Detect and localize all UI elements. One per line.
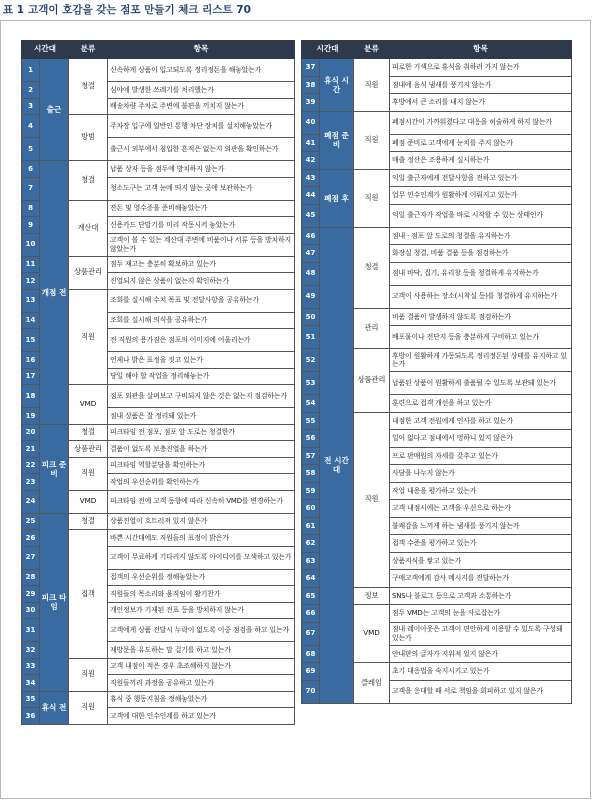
checklist-item: 훈련으로 접객 개선을 하고 있는가 [390,395,572,413]
header-item: 항목 [108,41,295,59]
checklist-item: 바쁜 시간대에도 직원들의 표정이 밝은가 [108,530,295,547]
checklist-item: 결품이 없도록 보충진열을 하는가 [108,441,295,458]
category-label: 정보 [354,587,390,605]
category-label: 직원 [69,289,108,385]
row-number: 60 [302,500,320,518]
checklist-item: 후방에서 큰 소리를 내지 않는가 [390,94,572,112]
row-number: 24 [22,490,40,513]
category-label: 청결 [69,161,108,201]
table-row [22,513,295,530]
table-row [22,691,295,708]
checklist-item: 비품 결품이 발생하지 않도록 점검하는가 [390,308,572,326]
row-number: 14 [22,312,40,329]
category-label: 상품관리 [69,441,108,458]
row-number: 70 [302,680,320,703]
row-number: 25 [22,513,40,530]
checklist-item: 불쾌감을 느끼게 하는 냄새를 풍기지 않는가 [390,517,572,535]
row-number: 1 [22,59,40,82]
row-number: 56 [302,430,320,448]
row-number: 35 [22,691,40,708]
row-number: 46 [302,227,320,245]
checklist-item: 사담을 나누지 않는가 [390,465,572,483]
checklist-item: 점포 외관을 살펴보고 구비되지 않은 것은 없는지 점검하는가 [108,385,295,408]
category-label: VMD [69,490,108,513]
checklist-item: 고객이 볼 수 있는 계산대 주변에 비품이나 서류 등을 방치하지 않았는가 [108,233,295,256]
header-time: 시간대 [22,41,69,59]
category-label: 직원 [354,59,390,112]
header-time: 시간대 [302,41,354,59]
checklist-item: 상품진열이 흐트러져 있지 않은가 [108,513,295,530]
row-number: 19 [22,408,40,425]
checklist-item: SNS나 블로그 등으로 고객과 소통하는가 [390,587,572,605]
row-number: 3 [22,98,40,115]
row-number: 6 [22,161,40,178]
checklist-item: 청소도구는 고객 눈에 띄지 않는 곳에 보관하는가 [108,177,295,200]
category-label: 계산대 [69,200,108,256]
row-number: 10 [22,233,40,256]
row-number: 13 [22,289,40,312]
checklist-item: 내점한 고객 전원에게 인사를 하고 있는가 [390,412,572,430]
checklist-item: 점내에 음식 냄새를 풍기지 않는가 [390,76,572,94]
checklist-item: 점내 레이아웃은 고객이 편안하게 이용할 수 있도록 구성돼 있는가 [390,622,572,645]
checklist-item: 안내판의 글자가 지워져 있지 않은가 [390,645,572,663]
row-number: 68 [302,645,320,663]
checklist-item: 작업의 우선순위를 확인하는가 [108,474,295,491]
row-number: 54 [302,395,320,413]
row-number: 66 [302,605,320,623]
row-number: 26 [22,530,40,547]
table-caption-label: 표 1 [3,4,25,16]
table-row [22,161,295,178]
table-row [302,227,572,245]
checklist-item: 후방이 원활하게 가동되도록 정리정돈된 상태를 유지하고 있는가 [390,349,572,372]
row-number: 64 [302,570,320,588]
checklist-item: 상품지식을 쌓고 있는가 [390,552,572,570]
row-number: 28 [22,569,40,586]
row-number: 50 [302,308,320,326]
row-number: 57 [302,447,320,465]
checklist-item: 화장실 청결, 비품 결품 등을 점검하는가 [390,245,572,263]
row-number: 27 [22,546,40,569]
row-number: 44 [302,187,320,205]
row-number: 42 [302,152,320,170]
checklist-item: 당일 해야 할 작업을 정리해놓는가 [108,368,295,385]
category-label: 청결 [69,513,108,530]
category-label: 청결 [69,59,108,115]
checklist-item: 배포물이나 전단지 등을 충분하게 구비하고 있는가 [390,326,572,349]
header-category: 분류 [69,41,108,59]
checklist-item: 신용카드 단말기를 미리 작동시켜 놓았는가 [108,217,295,234]
row-number: 67 [302,622,320,645]
category-label: 직원 [69,658,108,691]
row-number: 58 [302,465,320,483]
row-number: 18 [22,385,40,408]
row-number: 8 [22,200,40,217]
table-row [22,424,295,441]
checklist-item: 일이 없다고 점내에서 멍하니 있지 않은가 [390,430,572,448]
row-number: 17 [22,368,40,385]
row-number: 49 [302,285,320,308]
table-row [302,111,572,134]
checklist-item: 익일 출근자에게 전달사항을 전하고 있는가 [390,169,572,187]
checklist-item: 프로 판매원의 자세를 갖추고 있는가 [390,447,572,465]
category-label: 방범 [69,115,108,161]
checklist-item: 고객 내점이 적은 경우 초조해하지 않는가 [108,658,295,675]
table-row [22,59,295,82]
checklist-item: 피크타임 역할분담을 확인하는가 [108,457,295,474]
row-number: 41 [302,134,320,152]
checklist-item: 직원들의 목소리와 움직임이 활기찬가 [108,586,295,603]
row-number: 48 [302,262,320,285]
checklist-item: 폐점시간이 가까워졌다고 대응을 허술하게 하지 않는가 [390,111,572,134]
header-category: 분류 [354,41,390,59]
header-item: 항목 [390,41,572,59]
row-number: 21 [22,441,40,458]
checklist-item: 조회를 실시해 수치 목표 및 전달사항을 공유하는가 [108,289,295,312]
category-label: 직원 [354,169,390,227]
row-number: 65 [302,587,320,605]
checklist-item: 접객 수준을 평가하고 있는가 [390,535,572,553]
checklist-item: 배송차량 주차로 주변에 불편을 끼치지 않는가 [108,98,295,115]
section-label: 피크 타임 [40,513,69,691]
row-number: 63 [302,552,320,570]
row-number: 34 [22,675,40,692]
checklist-item: 점두 재고는 충분히 확보하고 있는가 [108,256,295,273]
category-label: 청결 [69,424,108,441]
row-number: 52 [302,349,320,372]
row-number: 9 [22,217,40,234]
checklist-item: 업무 인수인계가 원활하게 이뤄지고 있는가 [390,187,572,205]
checklist-item: 조회를 실시해 의식을 공유하는가 [108,312,295,329]
row-number: 36 [22,708,40,725]
row-number: 38 [302,76,320,94]
checklist-table-right [301,40,572,704]
checklist-item: 피크타임 전에 고객 동향에 따라 신속히 VMD를 변경하는가 [108,490,295,513]
checklist-item: 폐점 준비로 고객에게 눈치를 주지 않는가 [390,134,572,152]
checklist-table-left [21,40,295,725]
checklist-item: 접객의 우선순위를 정해놓았는가 [108,569,295,586]
category-label: 클레임 [354,663,390,704]
row-number: 15 [22,329,40,352]
row-number: 32 [22,642,40,659]
category-label: 청결 [354,227,390,308]
checklist-item: 고객에 대한 인수인계를 하고 있는가 [108,708,295,725]
section-label: 개점 전 [40,161,69,425]
checklist-item: 출근시 외부에서 침입한 흔적은 없는지 외관을 확인하는가 [108,138,295,161]
row-number: 45 [302,204,320,227]
category-label: VMD [354,605,390,663]
checklist-item: 피크타임 전 점포, 점포 앞 도로는 청결한가 [108,424,295,441]
row-number: 37 [302,59,320,77]
section-label: 출근 [40,59,69,161]
row-number: 31 [22,619,40,642]
row-number: 11 [22,256,40,273]
checklist-item: 재방문을 유도하는 말 걸기를 하고 있는가 [108,642,295,659]
checklist-item: 점내 상품은 잘 정리돼 있는가 [108,408,295,425]
checklist-item: 직원들끼리 과정을 공유하고 있는가 [108,675,295,692]
row-number: 62 [302,535,320,553]
row-number: 51 [302,326,320,349]
checklist-item: 잔돈 및 영수증을 준비해놓았는가 [108,200,295,217]
checklist-item: 구매고객에게 감사 메시지를 전달하는가 [390,570,572,588]
checklist-item: 피로한 기색으로 휴식을 취하러 가지 않는가 [390,59,572,77]
checklist-item: 매출 정산은 조용하게 실시하는가 [390,152,572,170]
section-label: 폐점 후 [320,169,354,227]
row-number: 55 [302,412,320,430]
checklist-item: 점내 바닥, 집기, 유리창 등을 청결하게 유지하는가 [390,262,572,285]
row-number: 33 [22,658,40,675]
row-number: 47 [302,245,320,263]
section-label: 휴식 전 [40,691,69,724]
row-number: 5 [22,138,40,161]
row-number: 16 [22,352,40,369]
table-caption-text: 고객이 호감을 갖는 점포 만들기 체크 리스트 70 [28,4,251,16]
checklist-item: 익일 출근자가 작업을 바로 시작할 수 있는 상태인가 [390,204,572,227]
checklist-item: 고객을 응대할 때 서로 책임을 회피하고 있지 않은가 [390,680,572,703]
category-label: 상품관리 [69,256,108,289]
checklist-item: 개인정보가 기재된 전표 등을 방치하지 않는가 [108,602,295,619]
checklist-item: 전 직원의 용가짐은 점포의 이미지에 어울리는가 [108,329,295,352]
row-number: 20 [22,424,40,441]
section-label: 피크 준비 [40,424,69,513]
checklist-item: 고객에게 상품 전달시 누락이 없도록 이중 점검을 하고 있는가 [108,619,295,642]
row-number: 2 [22,82,40,99]
row-number: 69 [302,663,320,681]
checklist-item: 작업 내용을 평가하고 있는가 [390,482,572,500]
checklist-item: 점내 · 점포 앞 도로의 청결을 유지하는가 [390,227,572,245]
row-number: 22 [22,457,40,474]
section-label: 전 시간대 [320,227,354,703]
checklist-item: 점두 VMD는 고객의 눈을 사로잡는가 [390,605,572,623]
row-number: 43 [302,169,320,187]
checklist-item: 고객이 무료하게 기다리지 않도록 아이디어를 모색하고 있는가 [108,546,295,569]
checklist-item: 신속하게 상품이 입고되도록 정리정돈을 해놓았는가 [108,59,295,82]
checklist-item: 초기 대응법을 숙지시키고 있는가 [390,663,572,681]
category-label: 관리 [354,308,390,349]
category-label: 접객 [69,530,108,659]
checklist-item: 진열되지 않은 상품이 없는지 확인하는가 [108,273,295,290]
row-number: 12 [22,273,40,290]
row-number: 59 [302,482,320,500]
category-label: 직원 [69,457,108,490]
row-number: 40 [302,111,320,134]
table-row [302,169,572,187]
row-number: 39 [302,94,320,112]
checklist-item: 주차장 입구에 일반인 통행 차단 장치를 설치해놓았는가 [108,115,295,138]
checklist-item: 고객이 사용하는 장소(시착실 등)를 청결하게 유지하는가 [390,285,572,308]
row-number: 7 [22,177,40,200]
row-number: 23 [22,474,40,491]
category-label: 직원 [354,412,390,587]
checklist-item: 심야에 발생한 쓰레기를 처리했는가 [108,82,295,99]
category-label: 상품관리 [354,349,390,413]
checklist-item: 언제나 밝은 표정을 짓고 있는가 [108,352,295,369]
row-number: 29 [22,586,40,603]
row-number: 4 [22,115,40,138]
section-label: 폐점 준비 [320,111,354,169]
section-label: 휴식 시간 [320,59,354,112]
checklist-item: 납품 상자 등을 점두에 방치하지 않는가 [108,161,295,178]
table-row [302,59,572,77]
table-caption [3,2,251,17]
category-label: 직원 [354,111,390,169]
checklist-item: 납품된 상품이 원활하게 출품될 수 있도록 보관돼 있는가 [390,372,572,395]
checklist-item: 휴식 중 행동지침을 정해놓았는가 [108,691,295,708]
category-label: 직원 [69,691,108,724]
row-number: 53 [302,372,320,395]
checklist-item: 고객 내점시에는 고객을 우선으로 하는가 [390,500,572,518]
category-label: VMD [69,385,108,425]
row-number: 61 [302,517,320,535]
row-number: 30 [22,602,40,619]
